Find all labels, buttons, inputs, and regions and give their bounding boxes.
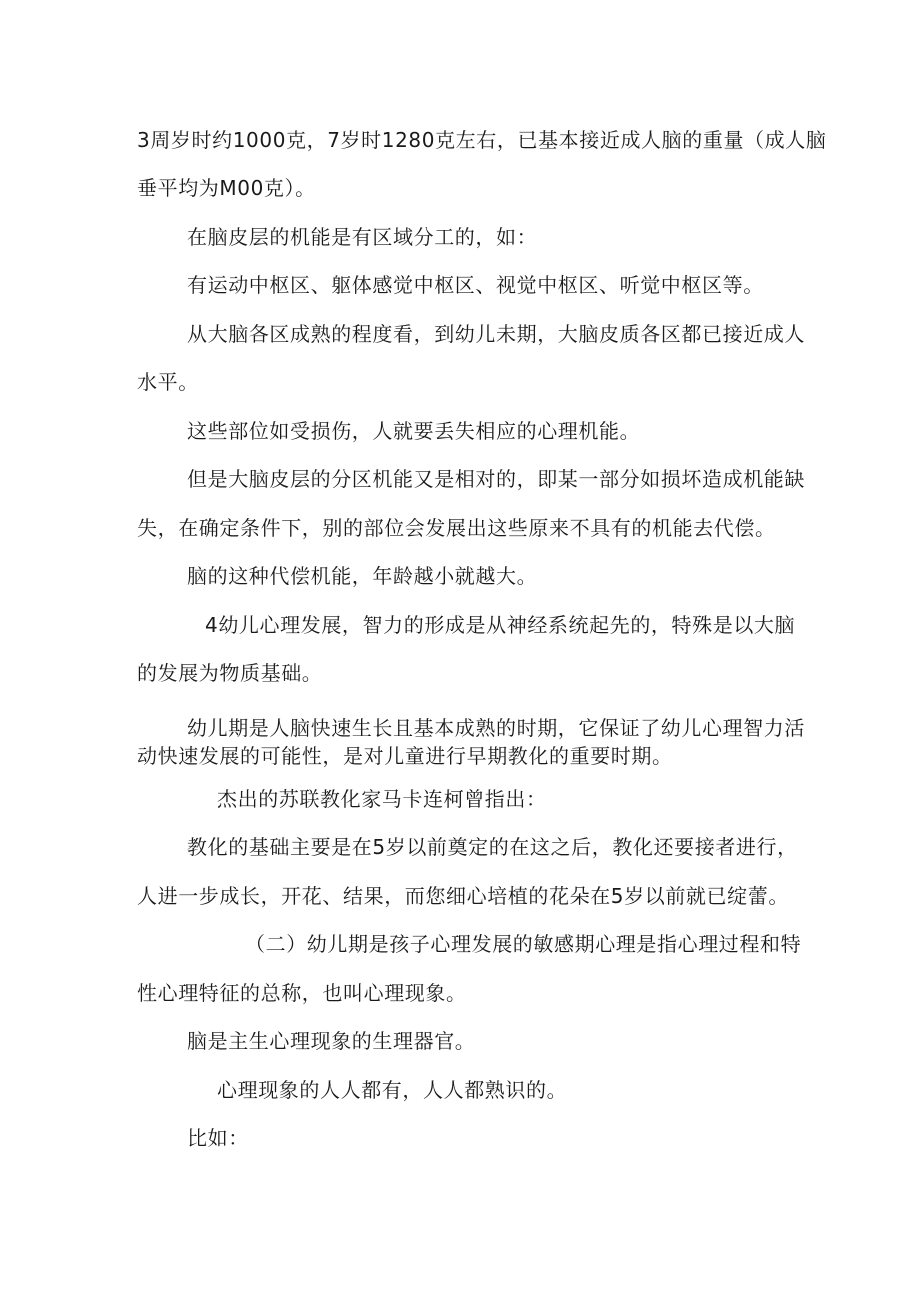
text-line: 在脑皮层的机能是有区域分工的，如：: [187, 225, 538, 249]
text-line: 有运动中枢区、躯体感觉中枢区、视觉中枢区、听觉中枢区等。: [187, 273, 764, 297]
text-line: 4幼儿心理发展，智力的形成是从神经系统起先的，特殊是以大脑: [205, 613, 796, 637]
text-line: 动快速发展的可能性，是对儿童进行早期教化的重要时期。: [137, 744, 673, 768]
text-line: 人进一步成长，开花、结果，而您细心培植的花朵在5岁以前就已绽蕾。: [137, 884, 789, 908]
text-line: 但是大脑皮层的分区机能又是相对的，即某一部分如损坏造成机能缺: [187, 467, 805, 491]
text-line: 心理现象的人人都有，人人都熟识的。: [217, 1078, 568, 1102]
text-line: 的发展为物质基础。: [137, 661, 323, 685]
text-line: 从大脑各区成熟的程度看，到幼儿未期，大脑皮质各区都已接近成人: [187, 322, 805, 346]
text-line: （二）幼儿期是孩子心理发展的敏感期心理是指心理过程和特: [245, 932, 802, 956]
text-line: 脑的这种代偿机能，年龄越小就越大。: [187, 564, 538, 588]
text-line: 垂平均为M00克）。: [137, 176, 316, 200]
text-line: 水平。: [137, 370, 199, 394]
text-line: 比如：: [187, 1126, 249, 1150]
text-line: 教化的基础主要是在5岁以前奠定的在这之后，教化还要接者进行，: [187, 835, 798, 859]
text-line: 脑是主生心理现象的生理器官。: [187, 1029, 476, 1053]
text-line: 性心理特征的总称，也叫心理现象。: [137, 981, 467, 1005]
text-line: 3周岁时约1000克，7岁时1280克左右，已基本接近成人脑的重量（成人脑: [137, 128, 827, 152]
text-line: 这些部位如受损伤，人就要丢失相应的心理机能。: [187, 419, 641, 443]
text-line: 杰出的苏联教化家马卡连柯曾指出：: [217, 787, 547, 811]
text-line: 失，在确定条件下，别的部位会发展出这些原来不具有的机能去代偿。: [137, 516, 776, 540]
text-line: 幼儿期是人脑快速生长且基本成熟的时期，它保证了幼儿心理智力活: [187, 716, 805, 740]
